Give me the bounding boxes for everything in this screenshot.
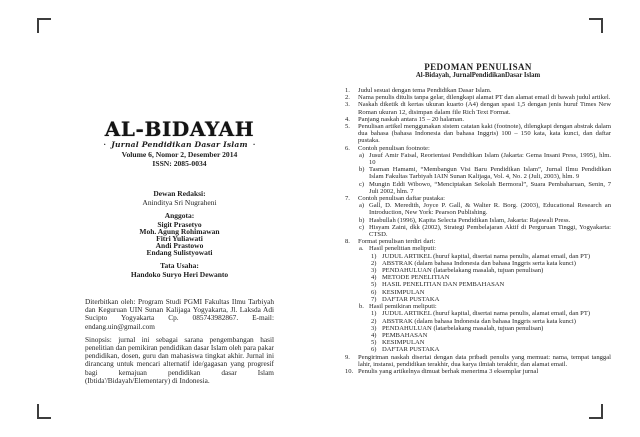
item-number: a): [359, 151, 365, 159]
list-item-8b-4: [371, 332, 611, 339]
item-text: Gall, D. Meredith, Joyce P. Gall, & Walter R. Borg. (2003), Educational Research an Introduction, New York: Pearson Publishing.: [369, 202, 611, 217]
item-number: 6): [371, 346, 377, 354]
item-number: 3.: [345, 101, 350, 109]
item-text: Tasman Hamami, “Membangun Visi Baru Pendidikan Islam”, Jurnal Ilmu Pendidikan Islam Fakultas Tarbiyah IAIN Sunan Kalijaga, Vol. 4, No. 2 (Juli, 2003), hlm. 9: [369, 166, 611, 181]
list-item-8b-2: [371, 318, 611, 325]
item-number: 9.: [345, 353, 350, 361]
list-item-8a-4: [371, 274, 611, 281]
item-number: 1.: [345, 87, 350, 94]
editorial-board: [85, 190, 274, 278]
item-text: KESIMPULAN: [382, 339, 425, 347]
list-item-8b-3: [371, 325, 611, 332]
list-item-3: [345, 101, 611, 115]
editor-name: Aninditya Sri Nugraheni: [142, 198, 217, 207]
item-text: ABSTRAK (dalam bahasa Indonesia dan bahasa Inggris serta kata kunci): [382, 259, 576, 267]
list-item-8b-5: [371, 339, 611, 346]
item-text: Pengiriman naskah disertai dengan data pribadi penulis yang memuat: nama, tempat tanggal lahir, instansi, pendidikan terakhir, dua karya ilmiah terakhir, dan alamat email.: [358, 353, 611, 368]
item-text: Jusuf Amir Faisal, Reorientasi Pendidikan Islam (Jakarta: Gema Insani Press, 1995), hlm. 10: [369, 151, 611, 167]
list-item-6b: [359, 166, 611, 180]
journal-title: AL-BIDAYAH: [104, 117, 255, 141]
volume-line: Volume 6, Nomor 2, Desember 2014: [121, 150, 238, 159]
guidelines-subtitle: Al-Bidayah, JurnalPendidikanDasar Islam: [415, 72, 541, 79]
list-item-8b-6: [371, 346, 611, 353]
list-item-8b-1: [371, 310, 611, 317]
list-item-8a-7: [371, 296, 611, 303]
guidelines-list: [345, 87, 611, 375]
publisher-paragraph: Diterbitkan oleh: Program Studi PGMI Fakultas Ilmu Tarbiyah dan Keguruan UIN Sunan Kalijaga Yogyakarta, Jl. Laksda Adi Sucipto Yogyakarta Cp. 085743982867. E-mail: endang.uin@gmail.com: [85, 297, 274, 331]
item-text: Nama penulis ditulis tanpa gelar, dilengkapi alamat PT dan alamat email di bawah judul artikel.: [358, 94, 611, 102]
editorial-section-dewan-redaksi: [85, 190, 274, 206]
item-number: 2): [371, 317, 377, 325]
section-heading: Tata Usaha:: [160, 261, 199, 270]
crop-mark-top-left-icon: [37, 18, 51, 33]
item-number: 8.: [345, 238, 350, 246]
item-text: JUDUL ARTIKEL (huruf kapital, disertai nama penulis, alamat email, dan PT): [382, 310, 591, 318]
item-text: PENDAHULUAN (latarbelakang masalah, tujuan penulisan): [382, 267, 544, 275]
item-text: Judul sesuai dengan tema Pendidikan Dasar Islam.: [358, 87, 492, 94]
list-item-9: [345, 354, 611, 368]
list-item-4: [345, 116, 611, 123]
list-item-7: [345, 195, 611, 202]
crop-mark-top-right-icon: [589, 18, 603, 33]
editor-name: Fitri Yuliawati: [156, 234, 203, 243]
item-number: c): [359, 223, 365, 231]
crop-mark-bottom-left-icon: [37, 404, 51, 419]
item-number: b): [359, 216, 365, 224]
list-item-8: [345, 238, 611, 245]
item-text: Panjang naskah antara 15 – 20 halaman.: [358, 115, 465, 123]
item-number: 7.: [345, 195, 350, 203]
editorial-section-tata-usaha: [85, 262, 274, 278]
item-text: Contoh penulisan footnote:: [358, 144, 430, 152]
item-text: JUDUL ARTIKEL (huruf kapital, disertai nama penulis, alamat email, dan PT): [382, 252, 591, 260]
item-text: Hisyam Zaini, dkk (2002), Strategi Pembelajaran Aktif di Perguruan Tinggi, Yogyakarta: CTSD.: [369, 223, 611, 239]
list-item-8a-1: [371, 253, 611, 260]
list-item-1: [345, 87, 611, 94]
crop-mark-bottom-right-icon: [589, 404, 603, 419]
section-heading: Anggota:: [164, 211, 195, 220]
item-text: PENDAHULUAN (latarbelakang masalah, tujuan penulisan): [382, 324, 544, 332]
item-number: 4): [371, 331, 377, 339]
synopsis-paragraph: Sinopsis: jurnal ini sebagai sarana pengembangan hasil penelitian dan pemikiran pendidikan dasar Islam oleh para pakar pendidikan, dosen, guru dan mahasiswa tingkat akhir. Jurnal ini dirancang untuk mencari alternatif ide/gagasan yang progresif bagi kemajuan pendidikan dasar Islam (Ibtida'/Bidayah/Elementary) di Indonesia.: [85, 334, 274, 385]
list-item-6c: [359, 181, 611, 195]
ornament-dot-right: ·: [252, 140, 256, 149]
item-number: 2.: [345, 94, 350, 102]
list-item-2: [345, 94, 611, 101]
item-text: Hasil pemikiran meliputi:: [369, 303, 437, 311]
list-item-5: [345, 123, 611, 145]
item-text: PEMBAHASAN: [382, 331, 428, 339]
item-text: Naskah diketik di kertas ukuran kuarto (A4) dengan spasi 1,5 dengan jenis huruf Times New Roman ukuran 12, disimpan dalam file Rich Text Format.: [358, 101, 611, 116]
item-number: 4): [371, 274, 377, 282]
item-number: 5): [371, 339, 377, 347]
item-text: METODE PENELITIAN: [382, 274, 450, 282]
item-number: 5.: [345, 123, 350, 131]
editor-name: Endang Sulistyowati: [146, 248, 213, 257]
editorial-section-anggota: [85, 212, 274, 256]
item-text: ABSTRAK (dalam bahasa Indonesia dan bahasa Inggris serta kata kunci): [382, 317, 576, 325]
item-number: 5): [371, 281, 377, 289]
editor-name: Moh. Agung Rohimawan: [139, 227, 220, 236]
item-number: 4.: [345, 115, 350, 123]
item-number: a): [359, 202, 365, 210]
item-text: Penulis yang artikelnya dimuat berhak menerima 3 eksemplar jurnal: [358, 367, 539, 375]
editor-name: Sigit Prasetyo: [157, 220, 202, 229]
item-text: Mungin Eddi Wibowo, “Menciptakan Sekolah Bermoral”, Suara Pembaharuan, Senin, 7 Juli 2002, hlm. 7: [369, 180, 611, 195]
item-number: 3): [371, 267, 377, 275]
item-number: 1): [371, 310, 377, 318]
item-number: 7): [371, 295, 377, 303]
list-item-6: [345, 145, 611, 152]
list-item-7c: [359, 224, 611, 238]
item-text: Contoh penulisan daftar pustaka:: [358, 195, 445, 203]
item-number: 6): [371, 288, 377, 296]
issn-line: ISSN: 2085-0034: [152, 159, 207, 168]
list-item-7b: [359, 217, 611, 224]
list-item-6a: [359, 152, 611, 166]
guidelines-title: PEDOMAN PENULISAN: [424, 62, 532, 72]
item-number: b): [359, 166, 365, 174]
list-item-8a-5: [371, 281, 611, 288]
item-text: DAFTAR PUSTAKA: [382, 295, 440, 303]
editor-name: Andi Prastowo: [155, 241, 204, 250]
list-item-7a: [359, 202, 611, 216]
list-item-8a-2: [371, 260, 611, 267]
left-page-paragraphs: [85, 298, 274, 385]
item-text: Format penulisan terdiri dari:: [358, 238, 436, 246]
item-number: 6.: [345, 144, 350, 152]
item-number: 10.: [345, 367, 354, 375]
item-text: Hasil penelitian meliputi:: [369, 245, 437, 253]
list-item-10: [345, 368, 611, 375]
item-text: KESIMPULAN: [382, 288, 425, 296]
list-item-8a-3: [371, 267, 611, 274]
item-text: Penulisan artikel menggunakan sistem catatan kaki (footnote), dilengkapi dengan abstrak dalam dua bahasa (bahasa Indonesia dan bahasa Inggris) 100 – 150 kata, kata kunci, dan daftar pustaka.: [358, 123, 611, 145]
item-number: 2): [371, 259, 377, 267]
item-number: 3): [371, 324, 377, 332]
item-number: a.: [359, 245, 364, 253]
section-heading: Dewan Redaksi:: [153, 189, 206, 198]
item-text: DAFTAR PUSTAKA: [382, 346, 440, 354]
left-page: [85, 119, 274, 385]
journal-subtitle-text: Jurnal Pendidikan Dasar Islam: [111, 140, 248, 149]
item-text: HASIL PENELITIAN DAN PEMBAHASAN: [382, 281, 505, 289]
right-page: [345, 62, 611, 375]
list-item-8b: [359, 303, 611, 310]
list-item-8a-6: [371, 289, 611, 296]
item-text: Hasbullah (1996), Kapita Selecta Pendidikan Islam, Jakarta: Rajawali Press.: [369, 216, 571, 224]
list-item-8a: [359, 245, 611, 252]
item-number: 1): [371, 252, 377, 260]
item-number: b.: [359, 303, 364, 311]
ornament-dot-left: ·: [103, 140, 107, 149]
editor-name: Handoko Suryo Heri Dewanto: [130, 270, 229, 279]
item-number: c): [359, 180, 365, 188]
journal-subtitle: [85, 140, 274, 150]
